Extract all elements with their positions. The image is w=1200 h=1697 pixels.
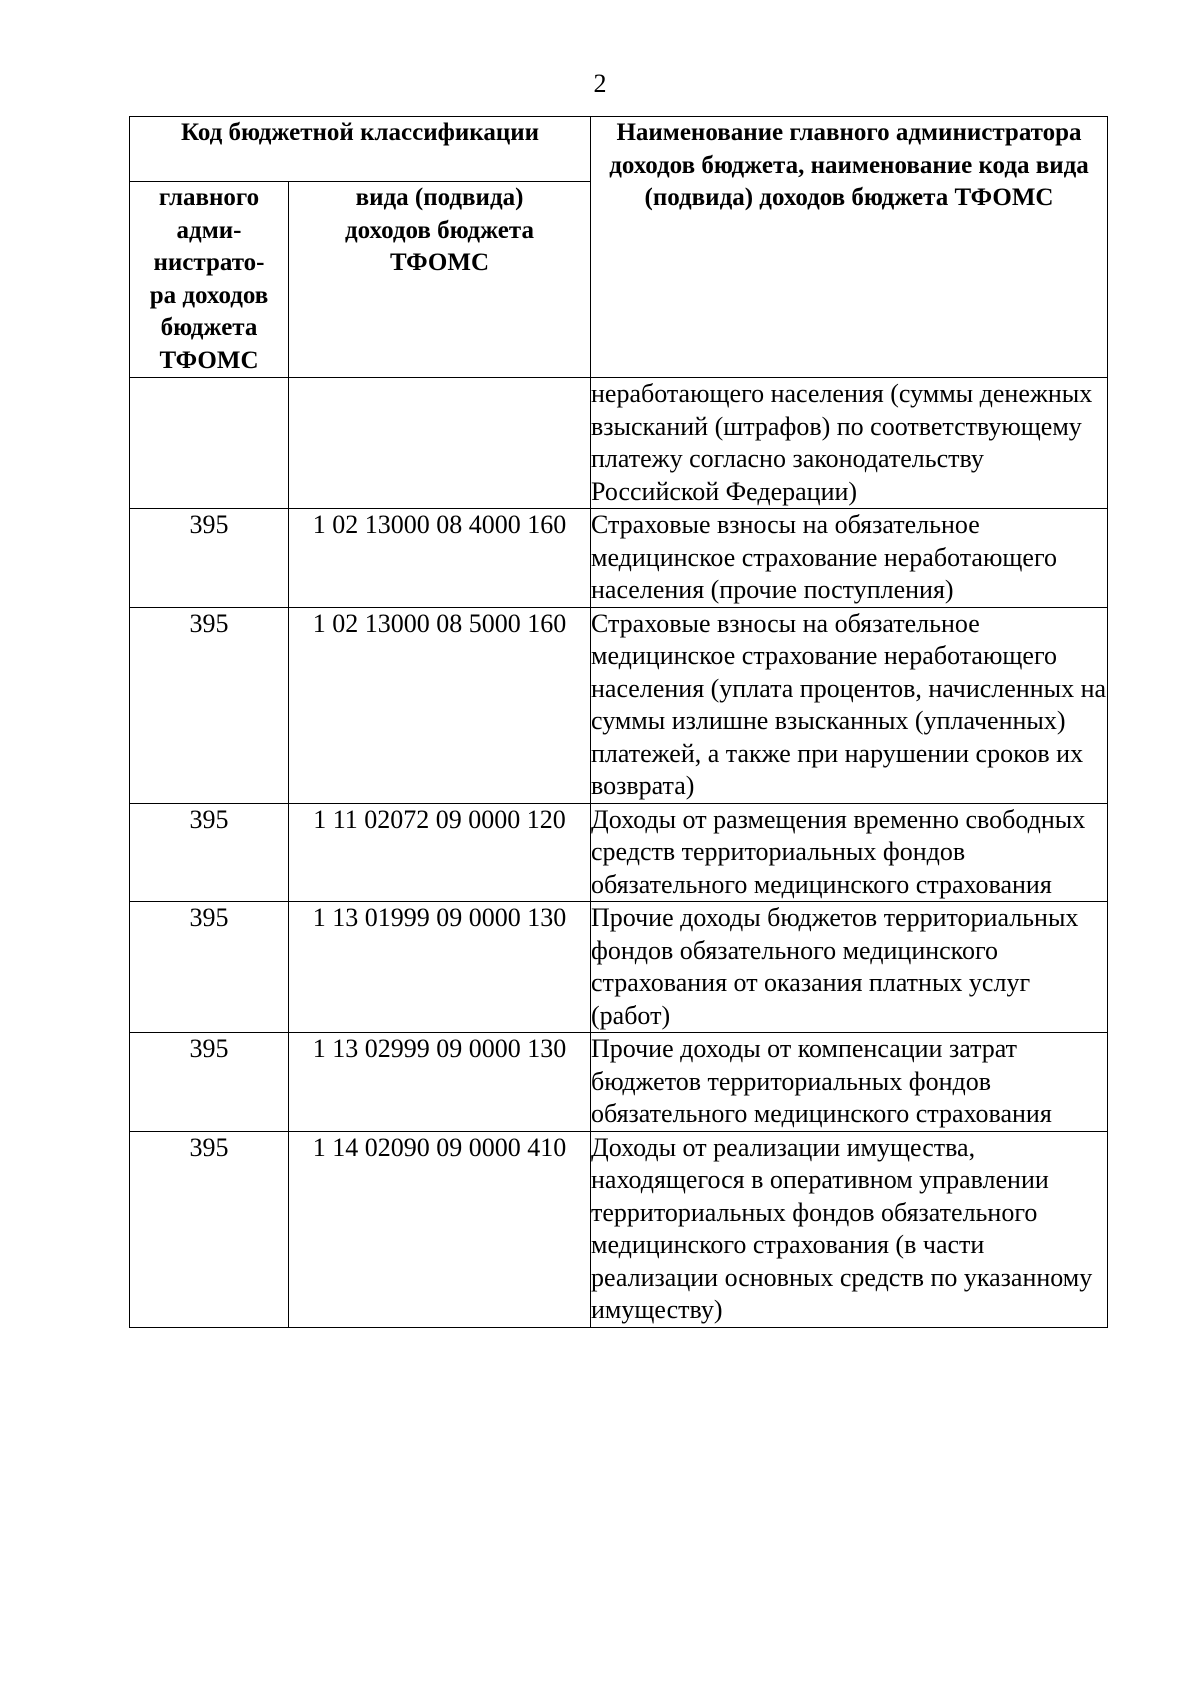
admin-code-cell	[130, 378, 289, 509]
description-cell: Доходы от размещения временно свободных средств территориальных фондов обязательного медицинского страхования	[591, 803, 1108, 902]
admin-code-cell: 395	[130, 803, 289, 902]
table-row	[130, 803, 1108, 902]
table-header	[130, 117, 1108, 378]
table-body	[130, 378, 1108, 1328]
table-row	[130, 607, 1108, 803]
description-cell: Прочие доходы бюджетов территориальных фондов обязательного медицинского страхования от оказания платных услуг (работ)	[591, 902, 1108, 1033]
income-code-cell: 1 13 02999 09 0000 130	[289, 1033, 591, 1132]
admin-code-cell: 395	[130, 509, 289, 608]
header-administrator-name: Наименование главного администратора доходов бюджета, наименование кода вида (подвида) доходов бюджета ТФОМС	[591, 117, 1108, 378]
income-code-cell	[289, 378, 591, 509]
table-row	[130, 378, 1108, 509]
description-cell: Страховые взносы на обязательное медицинское страхование неработающего населения (прочие поступления)	[591, 509, 1108, 608]
admin-code-cell: 395	[130, 1033, 289, 1132]
income-code-cell: 1 11 02072 09 0000 120	[289, 803, 591, 902]
admin-code-cell: 395	[130, 1131, 289, 1327]
header-income-type	[289, 182, 591, 378]
admin-code-cell: 395	[130, 607, 289, 803]
description-cell: Страховые взносы на обязательное медицинское страхование неработающего населения (уплата процентов, начисленных на суммы излишне взысканных (уплаченных) платежей, а также при нарушении сроков их возврата)	[591, 607, 1108, 803]
table-row	[130, 902, 1108, 1033]
description-cell: неработающего населения (суммы денежных взысканий (штрафов) по соответствующему платежу согласно законодательству Российской Федерации)	[591, 378, 1108, 509]
income-code-cell: 1 02 13000 08 4000 160	[289, 509, 591, 608]
admin-code-cell: 395	[130, 902, 289, 1033]
table-row	[130, 1033, 1108, 1132]
income-code-cell: 1 14 02090 09 0000 410	[289, 1131, 591, 1327]
income-code-cell: 1 02 13000 08 5000 160	[289, 607, 591, 803]
income-code-cell: 1 13 01999 09 0000 130	[289, 902, 591, 1033]
table-row	[130, 1131, 1108, 1327]
header-main-administrator	[130, 182, 289, 378]
description-cell: Доходы от реализации имущества, находящегося в оперативном управлении территориальных фондов обязательного медицинского страхования (в части реализации основных средств по указанному имуществу)	[591, 1131, 1108, 1327]
description-cell: Прочие доходы от компенсации затрат бюджетов территориальных фондов обязательного медицинского страхования	[591, 1033, 1108, 1132]
table-row	[130, 509, 1108, 608]
page-number: 2	[593, 69, 607, 98]
header-budget-classification-code: Код бюджетной классификации	[130, 117, 591, 182]
header-main-administrator-text: главного адми-нистрато-ра доходов бюджета ТФОМС	[149, 184, 269, 374]
budget-classification-table	[129, 116, 1108, 1328]
header-income-type-text: вида (подвида) доходов бюджета ТФОМС	[345, 184, 534, 276]
